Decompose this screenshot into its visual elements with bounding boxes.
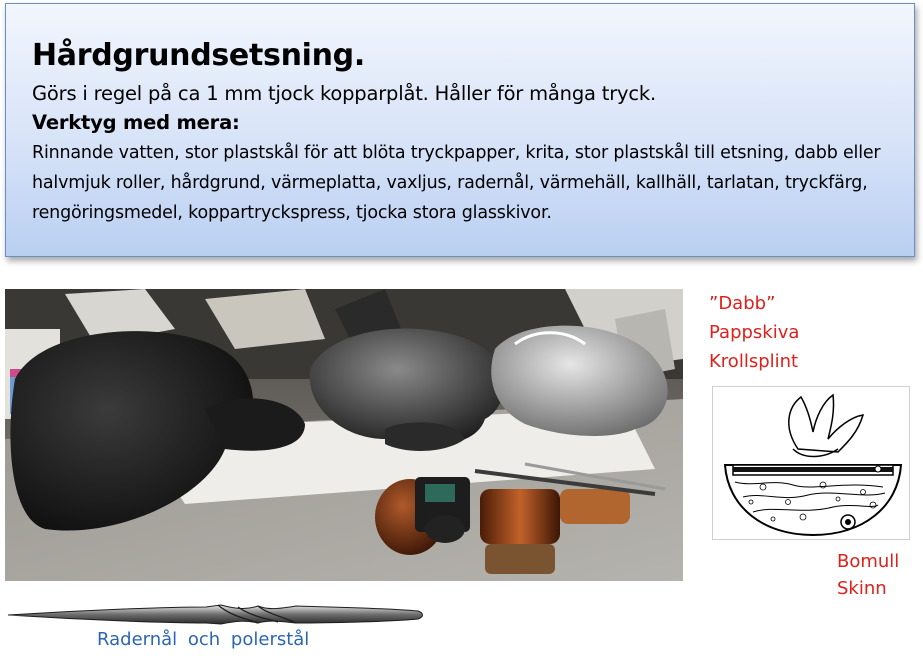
needle-caption: Radernål och polerstål	[97, 629, 310, 650]
tools-photo	[5, 289, 683, 581]
pappskiva-label: Pappskiva	[709, 322, 800, 343]
dabber-diagram-illustration	[713, 387, 909, 539]
slide-header-box	[5, 3, 915, 257]
tools-heading: Verktyg med mera:	[32, 111, 240, 134]
krollsplint-label: Krollsplint	[709, 351, 799, 372]
needle-illustration	[6, 596, 426, 632]
tools-list-text: Rinnande vatten, stor plastskål för att blöta tryckpapper, krita, stor plastskål till etsning, dabb eller halvmjuk roller, hårdgrund, värmeplatta, vaxljus, radernål, värmehäll, kallhäll, tarlatan, tryckfärg, rengöringsmedel, koppartryckspress, tjocka stora glasskivor.	[32, 143, 881, 223]
slide-title: Hårdgrundsetsning.	[32, 38, 365, 73]
dabb-label: ”Dabb”	[709, 293, 776, 314]
skinn-label: Skinn	[837, 578, 887, 599]
tools-photo-illustration	[5, 289, 683, 581]
etching-needle-image	[6, 596, 426, 632]
bomull-label: Bomull	[837, 551, 900, 572]
slide-subtitle: Görs i regel på ca 1 mm tjock kopparplåt. Håller för många tryck.	[32, 82, 656, 105]
dabber-cross-section-diagram	[712, 386, 910, 540]
